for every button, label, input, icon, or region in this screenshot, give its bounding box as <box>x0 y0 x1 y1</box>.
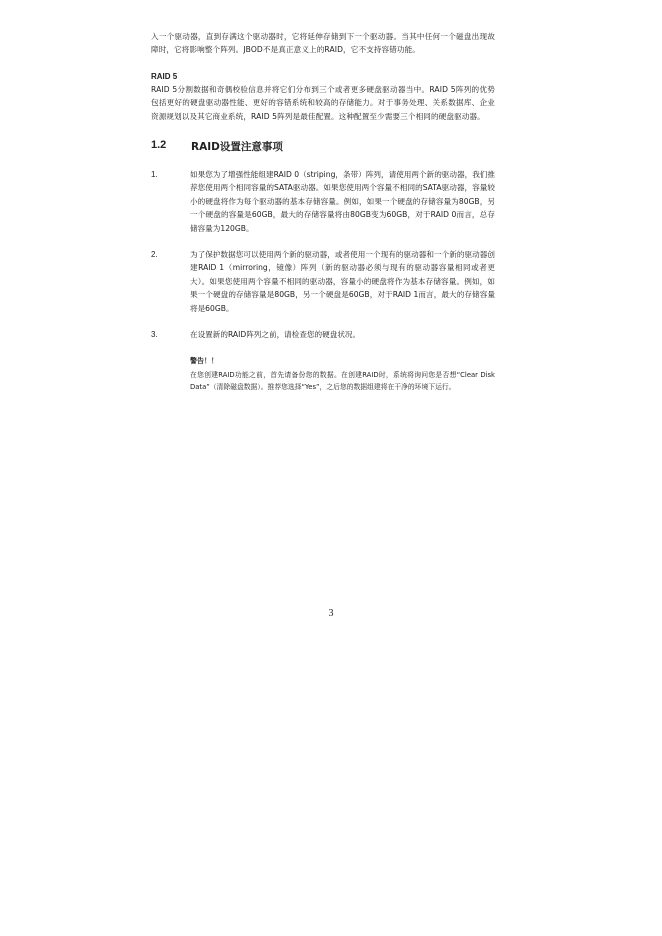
list-item <box>151 248 495 315</box>
list-item <box>151 168 495 235</box>
list-item <box>151 328 495 341</box>
page-number: 3 <box>328 608 334 619</box>
list-item-number: 3. <box>151 330 158 340</box>
raid5-paragraph: RAID 5分割数据和奇偶校验信息并将它们分布到三个或者更多硬盘驱动器当中。RAID 5阵列的优势包括更好的硬盘驱动器性能、更好的容错系统和较高的存储能力。对于事务处理、关系数据库、企业资源规划以及其它商业系统，RAID 5阵列是最佳配置。这种配置至少需要三个相同的硬盘驱动器。 <box>151 84 495 121</box>
list-item-number: 2. <box>151 250 158 260</box>
document-body <box>151 30 495 394</box>
raid5-heading: RAID 5 <box>151 71 178 81</box>
list-item-text: 为了保护数据您可以使用两个新的驱动器，或者使用一个现有的驱动器和一个新的驱动器创建RAID 1（mirroring，镜像）阵列（新的驱动器必须与现有的驱动器容量相同或者更大）。如果您使用两个容量不相同的驱动器，容量小的硬盘将作为基本存储容量。例如，如果一个硬盘的存储容量是80GB，另一个硬盘是60GB，对于RAID 1而言，最大的存储容量将是60GB。 <box>190 250 495 313</box>
warning-text: 在您创建RAID功能之前，首先请备份您的数据。在创建RAID时，系统将询问您是否想“Clear Disk Data”（清除磁盘数据）。推荐您选择“Yes”，之后您的数据组建将在干净的环境下运行。 <box>190 370 495 391</box>
section-heading <box>151 139 495 154</box>
list-item-text: 如果您为了增强性能组建RAID 0（striping，条带）阵列，请使用两个新的驱动器，我们推荐您使用两个相同容量的SATA驱动器。如果您使用两个容量不相同的SATA驱动器，容量较小的硬盘将作为每个驱动器的基本存储容量。例如，如果一个硬盘的存储容量为80GB，另一个硬盘的容量是60GB，最大的存储容量将由80GB变为60GB，对于RAID 0而言，总存储容量为120GB。 <box>190 170 495 233</box>
section-title: RAID设置注意事项 <box>191 141 283 154</box>
section-number: 1.2 <box>151 139 167 152</box>
list-item-number: 1. <box>151 170 158 180</box>
raid5-block <box>151 71 495 123</box>
intro-paragraph: 入一个驱动器，直到存满这个驱动器时，它将延伸存储到下一个驱动器。当其中任何一个磁盘出现故障时，它将影响整个阵列。JBOD不是真正意义上的RAID，它不支持容错功能。 <box>151 32 495 55</box>
warning-box <box>190 355 495 394</box>
list-item-text: 在设置新的RAID阵列之前，请检查您的硬盘状况。 <box>190 330 361 340</box>
warning-title: 警告！！ <box>190 356 218 365</box>
